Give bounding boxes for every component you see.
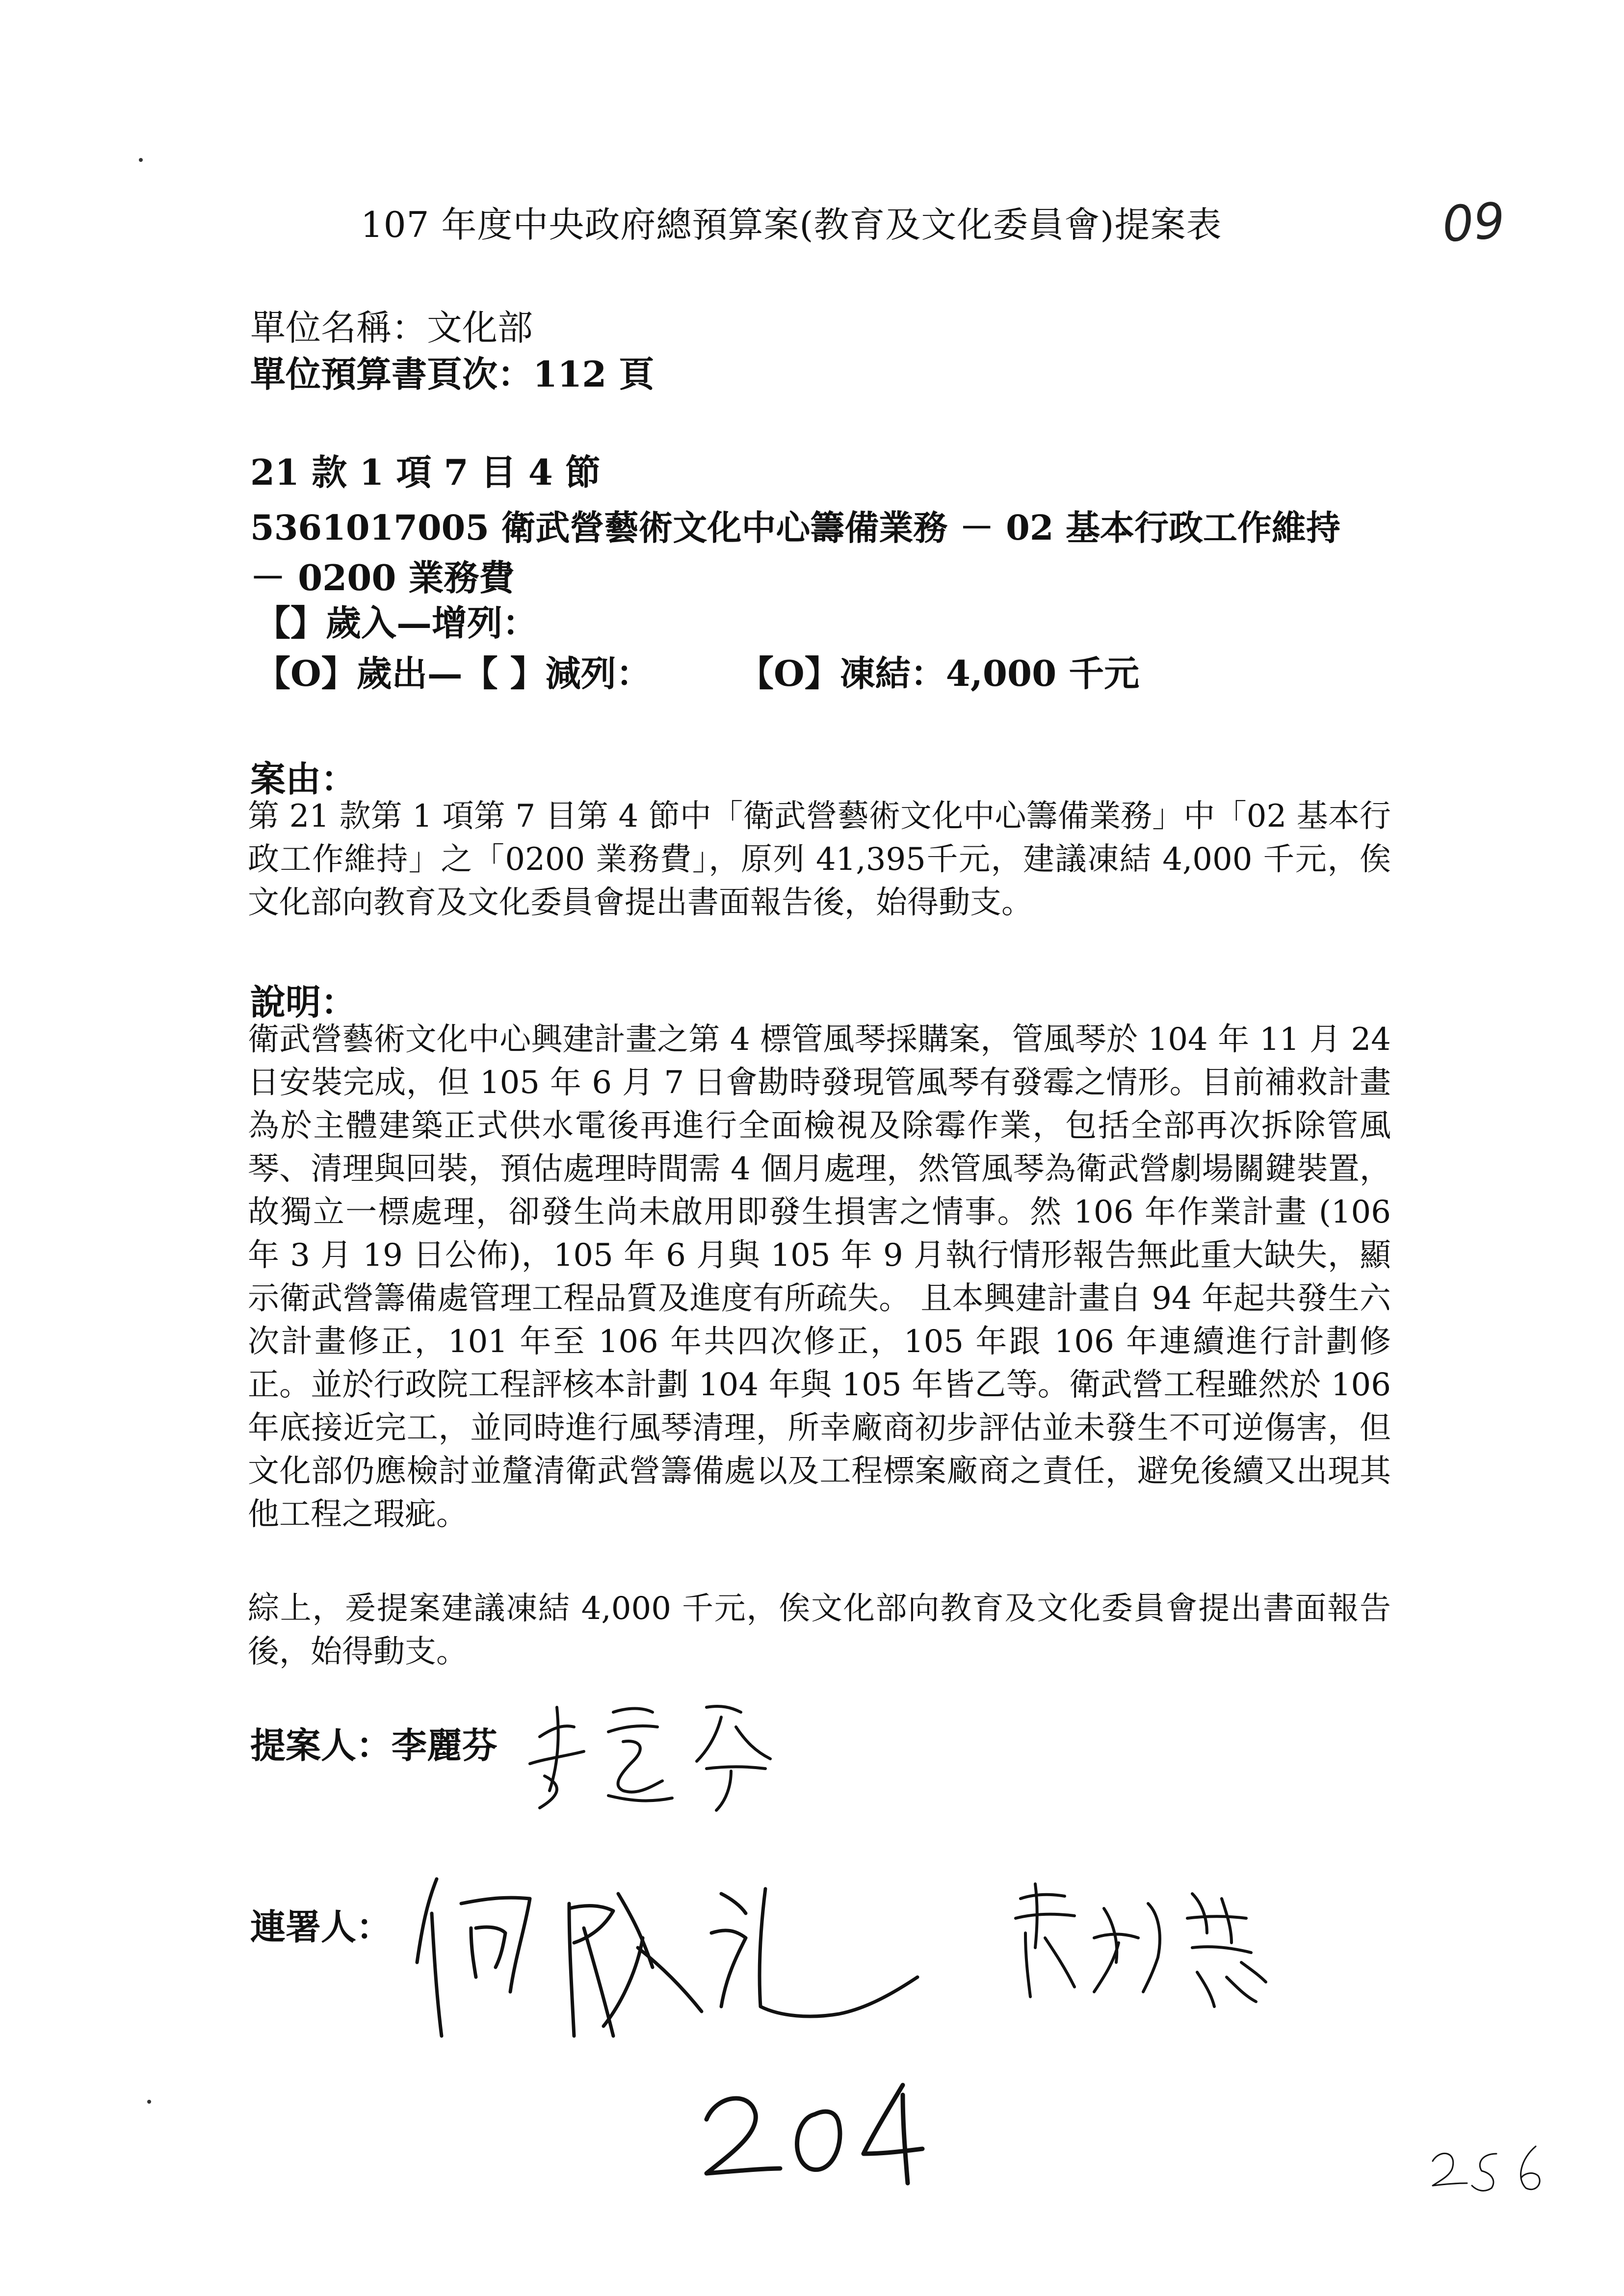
section-line: 21 款 1 項 7 目 4 節 <box>250 451 601 493</box>
freeze-line: 【O】凍結：4,000 千元 <box>738 652 1140 694</box>
reason-paragraph <box>248 795 1391 924</box>
cosigners-label: 連署人： <box>250 1906 392 1948</box>
revenue-line: 【】歲入—增列： <box>255 602 538 644</box>
conclusion-text: 綜上，爰提案建議凍結 4,000 千元，俟文化部向教育及文化委員會提出書面報告後，始得動支。 <box>248 1591 1391 1670</box>
conclusion-paragraph <box>248 1587 1391 1673</box>
handwritten-margin-number <box>1423 2134 1550 2198</box>
explanation-paragraph <box>248 1018 1391 1536</box>
explanation-heading: 說明： <box>250 981 357 1023</box>
reason-heading: 案由： <box>250 758 357 800</box>
cosigner-signature-2 <box>991 1864 1310 2031</box>
program-line-1: 5361017005 衛武營藝術文化中心籌備業務 － 02 基本行政工作維持 <box>250 507 1340 548</box>
explanation-text: 衛武營藝術文化中心興建計畫之第 4 標管風琴採購案，管風琴於 104 年 11 月 24 日安裝完成，但 105 年 6 月 7 日會勘時發現管風琴有發霉之情形。目前補救計畫為於主體建築正式供水電後再進行全面檢視及除霉作業，包括全部再次拆除管風琴、清理與回裝，預估處理時間需 4 個月處理，然管風琴為衛武營劇場關鍵裝置，故獨立一標處理，卻發生尚未啟用即發生損害之情事。然 106 年作業計畫 (106 年 3 月 19 日公佈)，105 年 6 月與 105 年 9 月執行情形報告無此重大缺失，顯示衛武營籌備處管理工程品質及進度有所疏失。 且本興建計畫自 94 年起共發生六次計畫修正，101 年至 106 年共四次修正，105 年跟 106 年連續進行計劃修正。並於行政院工程評核本計劃 104 年與 105 年皆乙等。衛武營工程雖然於 106 年底接近完工，並同時進行風琴清理，所幸廠商初步評估並未發生不可逆傷害，但文化部仍應檢討並釐清衛武營籌備處以及工程標案廠商之責任，避免後續又出現其他工程之瑕疵。 <box>248 1021 1391 1533</box>
handwritten-number-204 <box>697 2075 932 2188</box>
page-title: 107 年度中央政府總預算案(教育及文化委員會)提案表 <box>361 204 1222 245</box>
budget-page-line: 單位預算書頁次：112 頁 <box>250 353 655 395</box>
program-line-2: － 0200 業務費 <box>250 557 515 599</box>
reason-text: 第 21 款第 1 項第 7 目第 4 節中「衛武營藝術文化中心籌備業務」中「02 基本行政工作維持」之「0200 業務費」，原列 41,395千元，建議凍結 4,000 千元，俟文化部向教育及文化委員會提出書面報告後，始得動支。 <box>248 798 1391 921</box>
proposer-label: 提案人：李麗芬 <box>250 1724 498 1766</box>
expense-line-left: 【O】歲出—【 】減列： <box>255 652 652 694</box>
cosigner-signature-1 <box>407 1850 947 2075</box>
scan-speck <box>147 2100 151 2104</box>
handwritten-page-number: 09 <box>1441 191 1507 254</box>
unit-name-line: 單位名稱：文化部 <box>250 307 533 348</box>
proposer-signature <box>510 1678 824 1825</box>
scan-speck <box>139 158 143 162</box>
